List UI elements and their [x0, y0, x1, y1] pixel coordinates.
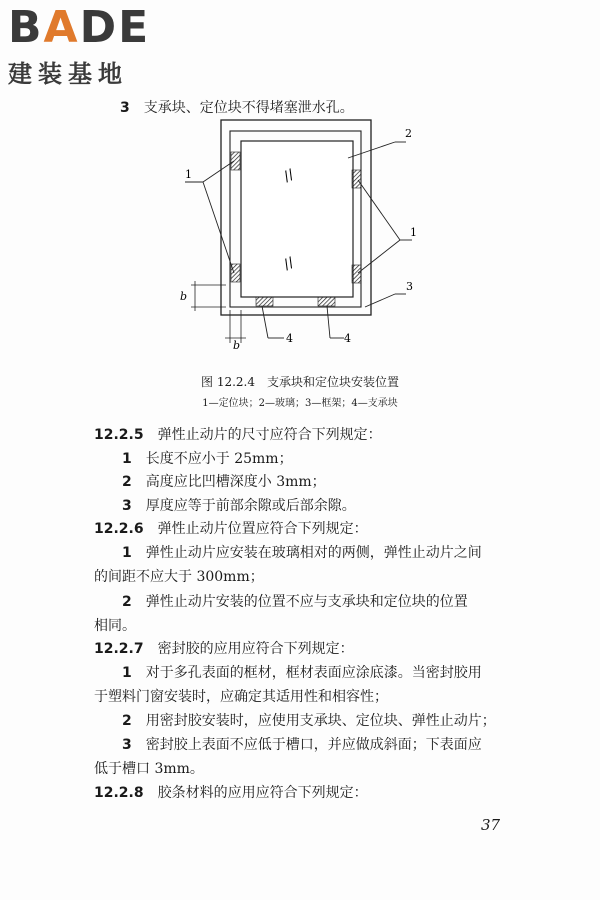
callout-label: 2 — [405, 127, 412, 140]
list-item-continuation: 相同。 — [94, 618, 136, 634]
page-number: 37 — [481, 816, 501, 834]
location-block — [352, 170, 361, 188]
location-block — [231, 152, 240, 170]
callout-label: 1 — [185, 168, 192, 181]
list-item: 1 弹性止动片应安装在玻璃相对的两侧，弹性止动片之间 — [122, 545, 482, 561]
setting-block — [256, 297, 273, 306]
leader-line — [365, 294, 395, 307]
list-item: 3 支承块、定位块不得堵塞泄水孔。 — [120, 100, 354, 116]
figure-caption: 图 12.2.4 支承块和定位块安装位置 — [201, 375, 399, 389]
list-item: 3 密封胶上表面不应低于槽口，并应做成斜面；下表面应 — [122, 737, 482, 753]
leader-line — [358, 180, 400, 240]
section-heading: 12.2.7 密封胶的应用应符合下列规定： — [94, 641, 354, 657]
callout-label: 3 — [406, 280, 413, 293]
glass-mark: // — [281, 166, 297, 186]
dimension-label: b — [233, 339, 241, 352]
callout-label: 4 — [344, 332, 351, 345]
leader-line — [327, 306, 330, 338]
leader-line — [203, 182, 234, 273]
list-item-continuation: 于塑料门窗安装时，应确定其适用性和相容性； — [94, 689, 388, 705]
figure-legend: 1—定位块；2—玻璃；3—框架；4—支承块 — [202, 398, 398, 409]
leader-line — [262, 306, 268, 338]
list-item: 2 弹性止动片安装的位置不应与支承块和定位块的位置 — [122, 594, 468, 610]
leader-line — [203, 161, 234, 182]
list-item: 1 长度不应小于 25mm； — [122, 451, 293, 467]
location-block — [231, 264, 240, 282]
section-heading: 12.2.6 弹性止动片位置应符合下列规定： — [94, 521, 368, 537]
installation-diagram — [0, 0, 600, 360]
glass-pane — [241, 141, 353, 297]
list-item: 2 用密封胶安装时，应使用支承块、定位块、弹性止动片； — [122, 713, 496, 729]
logo-subtitle: 建装基地 — [8, 60, 128, 88]
list-item: 1 对于多孔表面的框材，框材表面应涂底漆。当密封胶用 — [122, 665, 482, 681]
section-heading: 12.2.8 胶条材料的应用应符合下列规定： — [94, 785, 368, 801]
glass-mark: // — [281, 254, 297, 274]
list-item: 3 厚度应等于前部余隙或后部余隙。 — [122, 498, 356, 514]
section-heading: 12.2.5 弹性止动片的尺寸应符合下列规定： — [94, 427, 382, 443]
list-item: 2 高度应比凹槽深度小 3mm； — [122, 474, 326, 490]
callout-label: 1 — [410, 226, 417, 239]
logo-wordmark: BADE — [8, 2, 151, 53]
leader-line — [358, 240, 400, 273]
list-item-continuation: 的间距不应大于 300mm； — [94, 569, 264, 585]
list-item-continuation: 低于槽口 3mm。 — [94, 761, 204, 777]
logo-accent-letter: A — [43, 2, 80, 53]
callout-label: 4 — [286, 332, 293, 345]
location-block — [352, 265, 361, 283]
setting-block — [318, 297, 335, 306]
dimension-label: b — [180, 290, 188, 303]
